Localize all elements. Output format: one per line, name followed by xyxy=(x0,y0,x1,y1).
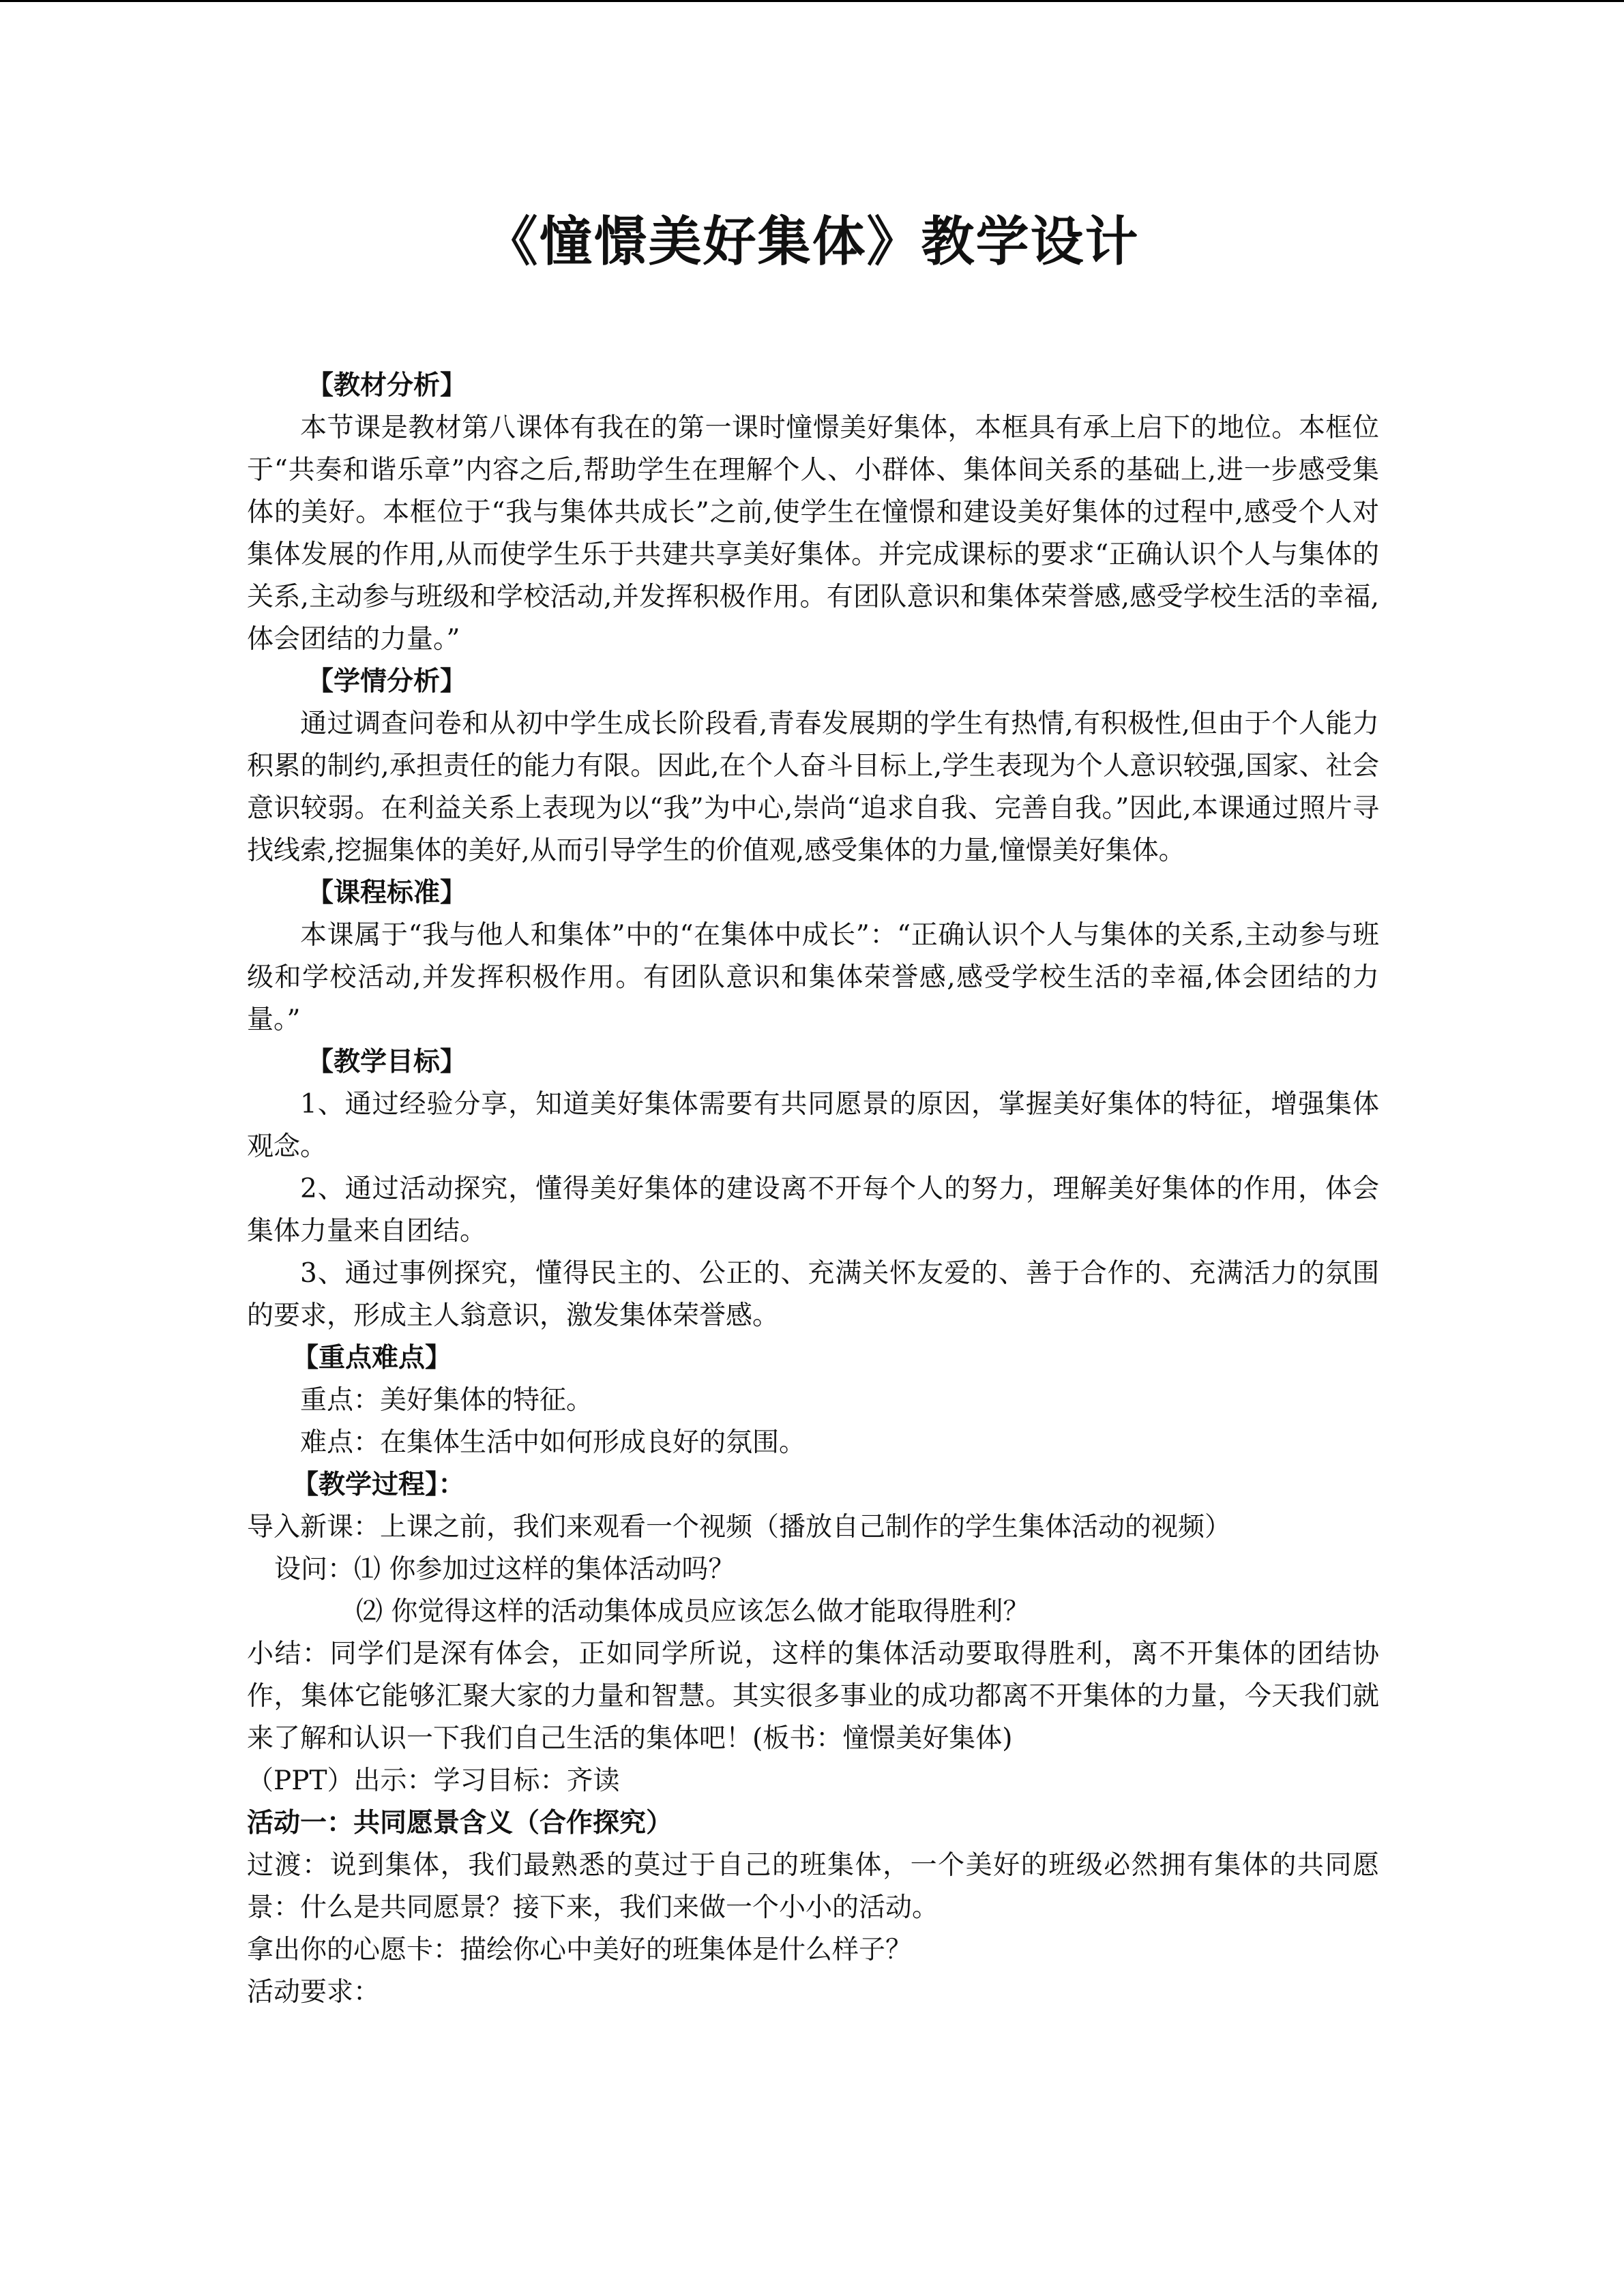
goal-item-2: 2、通过活动探究，懂得美好集体的建设离不开每个人的努力，理解美好集体的作用，体会集体力量来自团结。 xyxy=(247,1174,1379,1247)
page-top-border xyxy=(0,0,1624,2)
summary-paragraph: 小结：同学们是深有体会，正如同学所说，这样的集体活动要取得胜利，离不开集体的团结协作，集体它能够汇聚大家的力量和智慧。其实很多事业的成功都离不开集体的力量，今天我们就来了解和认识一下我们自己生活的集体吧！(板书：憧憬美好集体) xyxy=(247,1639,1379,1754)
heading-textbook-analysis: 【教材分析】 xyxy=(307,370,467,401)
paragraph-curriculum-standards: 本课属于“我与他人和集体”中的“在集体中成长”：“正确认识个人与集体的关系,主动参与班级和学校活动,并发挥积极作用。有团队意识和集体荣誉感,感受学校生活的幸福,体会团结的力量。” xyxy=(247,920,1379,1035)
heading-key-points: 【重点难点】 xyxy=(292,1343,452,1373)
transition-paragraph: 过渡：说到集体，我们最熟悉的莫过于自己的班集体，一个美好的班级必然拥有集体的共同愿景：什么是共同愿景？接下来，我们来做一个小小的活动。 xyxy=(247,1850,1379,1923)
document-title: 《憧憬美好集体》教学设计 xyxy=(484,211,1140,273)
paragraph-learner-analysis: 通过调查问卷和从初中学生成长阶段看,青春发展期的学生有热情,有积极性,但由于个人能力积累的制约,承担责任的能力有限。因此,在个人奋斗目标上,学生表现为个人意识较强,国家、社会意识较弱。在利益关系上表现为以“我”为中心,崇尚“追求自我、完善自我。”因此,本课通过照片寻找线索,挖掘集体的美好,从而引导学生的价值观,感受集体的力量,憧憬美好集体。 xyxy=(247,709,1379,866)
activity-requirements-line: 活动要求： xyxy=(247,1977,381,2008)
heading-learner-analysis: 【学情分析】 xyxy=(307,666,467,697)
key-point: 重点：美好集体的特征。 xyxy=(300,1385,593,1416)
intro-paragraph: 导入新课：上课之前，我们来观看一个视频（播放自己制作的学生集体活动的视频） xyxy=(247,1512,1232,1542)
question-1: 设问：⑴ 你参加过这样的集体活动吗？ xyxy=(274,1554,735,1585)
paragraph-textbook-analysis: 本节课是教材第八课体有我在的第一课时憧憬美好集体，本框具有承上启下的地位。本框位于“共奏和谐乐章”内容之后,帮助学生在理解个人、小群体、集体间关系的基础上,进一步感受集体的美好。本框位于“我与集体共成长”之前,使学生在憧憬和建设美好集体的过程中,感受个人对集体发展的作用,从而使学生乐于共建共享美好集体。并完成课标的要求“正确认识个人与集体的关系,主动参与班级和学校活动,并发挥积极作用。有团队意识和集体荣誉感,感受学校生活的幸福,体会团结的力量。” xyxy=(247,413,1379,655)
document-body xyxy=(247,365,1379,2014)
activity-1-heading: 活动一：共同愿景含义（合作探究） xyxy=(247,1808,673,1838)
heading-curriculum-standards: 【课程标准】 xyxy=(307,878,467,908)
heading-teaching-process: 【教学过程】： xyxy=(292,1470,465,1500)
goal-item-3: 3、通过事例探究，懂得民主的、公正的、充满关怀友爱的、善于合作的、充满活力的氛围的要求，形成主人翁意识，激发集体荣誉感。 xyxy=(247,1258,1379,1331)
difficult-point: 难点：在集体生活中如何形成良好的氛围。 xyxy=(300,1427,806,1458)
ppt-line: （PPT）出示：学习目标：齐读 xyxy=(247,1765,620,1796)
heading-teaching-goals: 【教学目标】 xyxy=(307,1047,467,1077)
goal-item-1: 1、通过经验分享，知道美好集体需要有共同愿景的原因，掌握美好集体的特征，增强集体观念。 xyxy=(247,1089,1379,1162)
wish-card-line: 拿出你的心愿卡：描绘你心中美好的班集体是什么样子？ xyxy=(247,1935,913,1965)
question-2: ⑵ 你觉得这样的活动集体成员应该怎么做才能取得胜利？ xyxy=(356,1596,1030,1627)
